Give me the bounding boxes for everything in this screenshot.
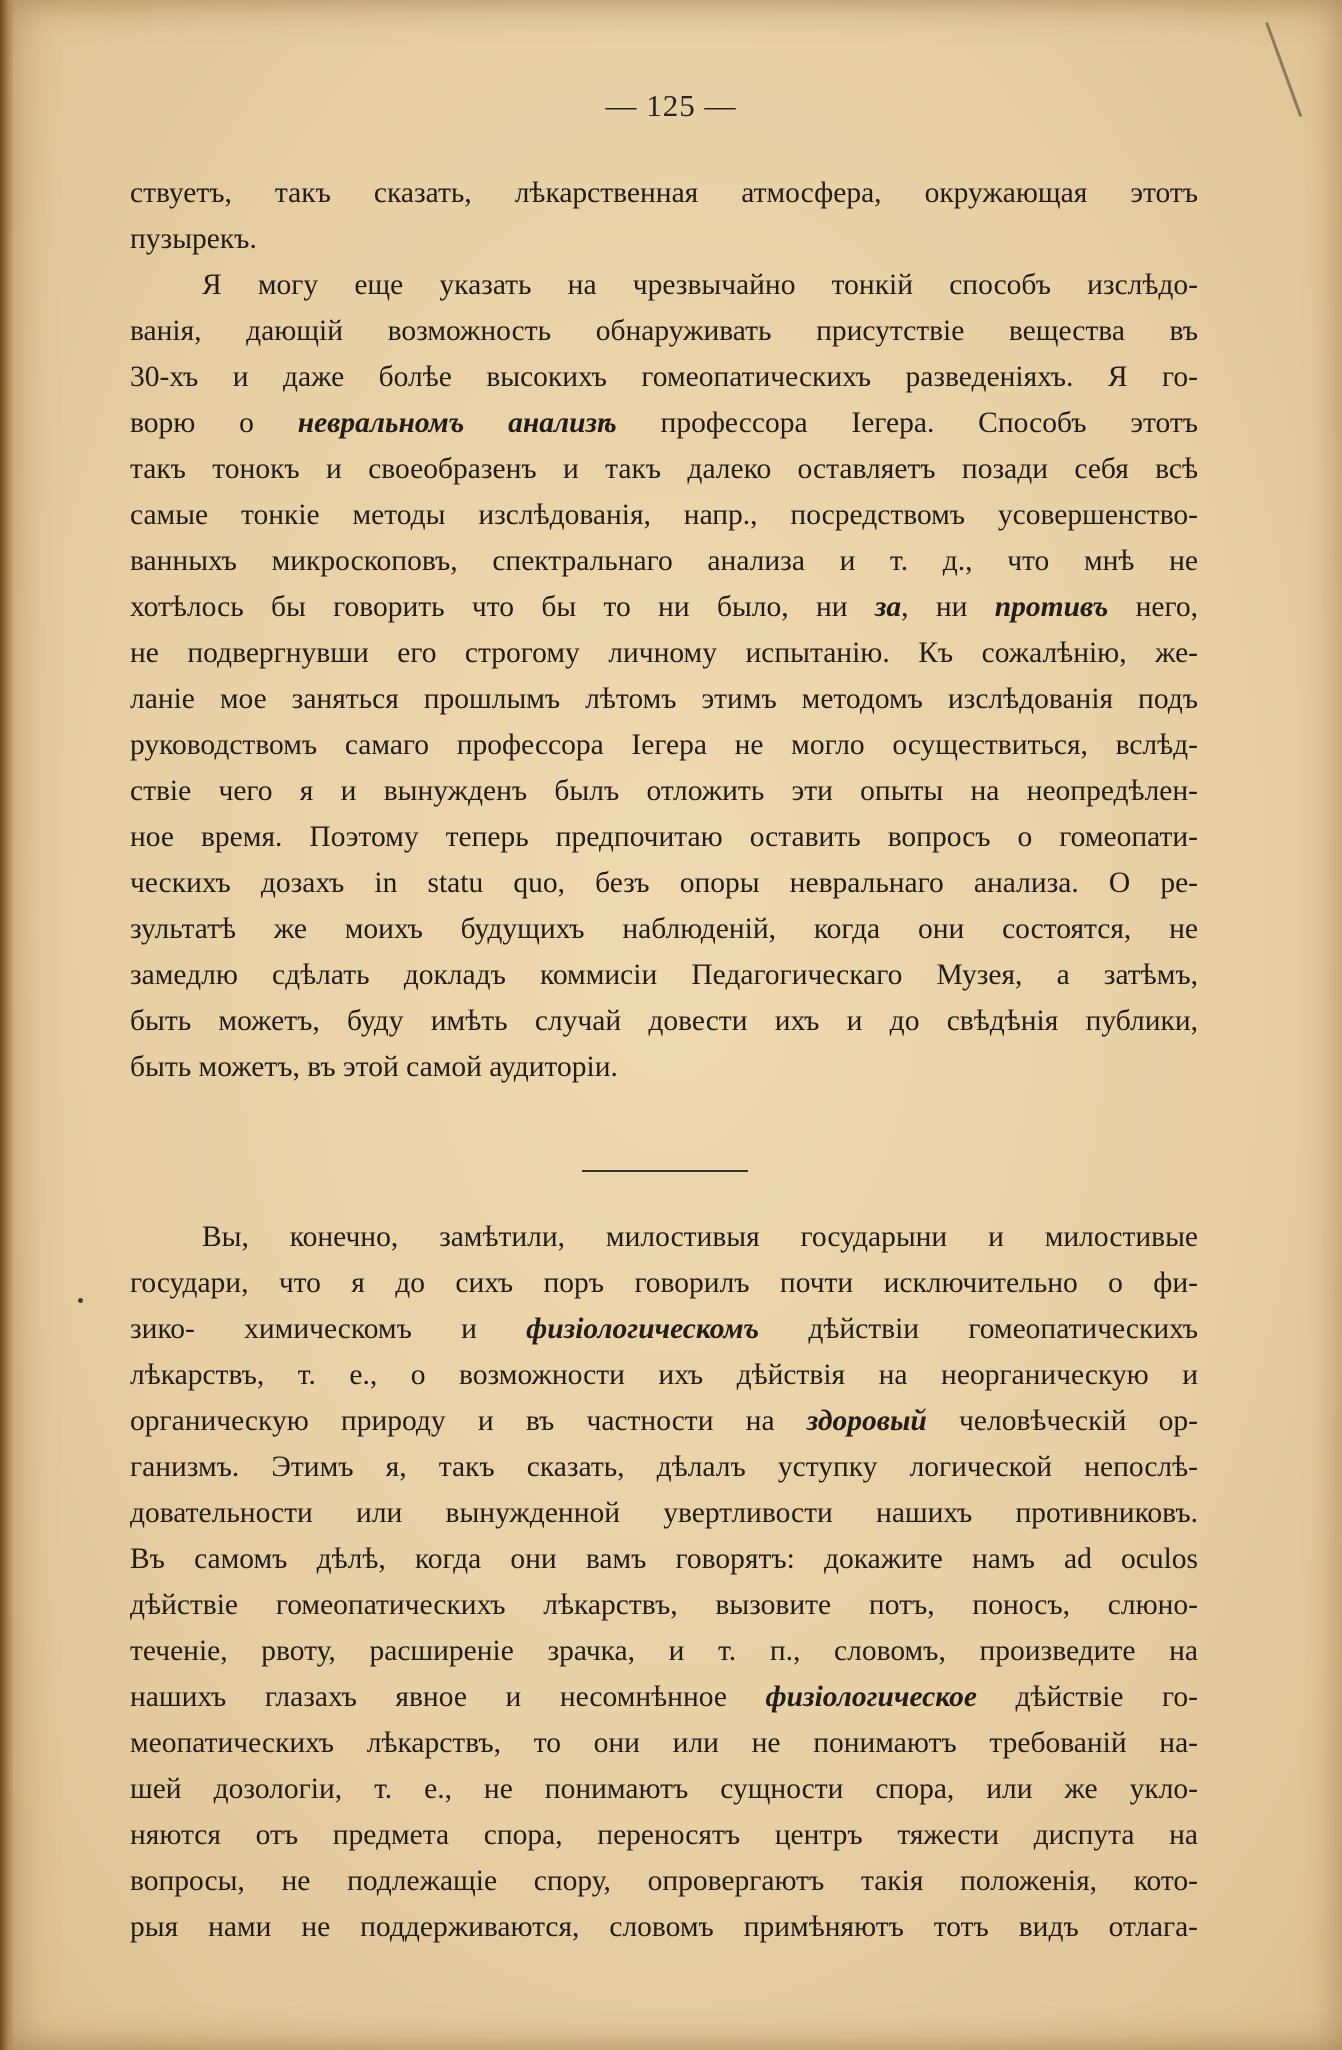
text-line <box>130 998 1198 1044</box>
text-run: человѣческій ор- <box>926 1405 1198 1437</box>
text-line <box>130 1904 1198 1950</box>
text-run: довательности или вынужденной увертливости нашихъ противниковъ. <box>130 1497 1198 1529</box>
paragraph-block-1 <box>130 170 1198 1090</box>
text-line <box>130 1044 1198 1090</box>
text-run: ланіе мое заняться прошлымъ лѣтомъ этимъ методомъ изслѣдованія подъ <box>130 683 1198 715</box>
text-run: зико- химическомъ и <box>130 1313 527 1345</box>
text-line <box>130 860 1198 906</box>
text-line <box>130 1628 1198 1674</box>
text-line <box>130 1720 1198 1766</box>
text-line <box>130 538 1198 584</box>
text-run: руководствомъ самаго профессора Іегера не могло осуществиться, вслѣд- <box>130 729 1198 761</box>
text-run: ганизмъ. Этимъ я, такъ сказать, дѣлалъ уступку логической непослѣ- <box>130 1451 1198 1483</box>
text-line <box>130 1352 1198 1398</box>
text-line <box>130 354 1198 400</box>
text-run: дѣйствіе го- <box>976 1681 1198 1713</box>
text-run: Вы, конечно, замѣтили, милостивыя государыни и милостивые <box>202 1221 1198 1253</box>
text-line <box>130 446 1198 492</box>
italic-text: за <box>874 591 902 623</box>
text-line <box>130 1582 1198 1628</box>
text-line <box>130 630 1198 676</box>
text-line <box>130 1490 1198 1536</box>
text-line <box>130 1766 1198 1812</box>
text-line <box>130 1260 1198 1306</box>
italic-text: противъ <box>994 591 1109 623</box>
italic-text: физіологическое <box>765 1681 977 1713</box>
text-run: пузырекъ. <box>130 223 257 255</box>
text-run: шей дозологіи, т. е., не понимаютъ сущности спора, или же укло- <box>130 1773 1198 1805</box>
text-line <box>130 1536 1198 1582</box>
text-line <box>130 952 1198 998</box>
text-run: ствіе чего я и вынужденъ былъ отложить эти опыты на неопредѣлен- <box>130 775 1198 807</box>
italic-text: здоровый <box>806 1405 927 1437</box>
text-line <box>130 676 1198 722</box>
text-line <box>130 1858 1198 1904</box>
text-run: государи, что я до сихъ поръ говорилъ почти исключительно о фи- <box>130 1267 1198 1299</box>
text-line <box>130 768 1198 814</box>
italic-text: физіологическомъ <box>526 1313 760 1345</box>
section-divider <box>582 1170 748 1172</box>
text-run: вопросы, не подлежащіе спору, опровергаютъ такія положенія, кото- <box>130 1865 1198 1897</box>
page-number: — 125 — <box>605 88 737 123</box>
text-run: ческихъ дозахъ in statu quo, безъ опоры невральнаго анализа. О ре- <box>130 867 1198 899</box>
text-line <box>130 1812 1198 1858</box>
text-line <box>130 722 1198 768</box>
text-run: рыя нами не поддерживаются, словомъ примѣняютъ тотъ видъ отлага- <box>130 1911 1198 1943</box>
text-line <box>130 1306 1198 1352</box>
italic-text: невральномъ анализѣ <box>297 407 617 439</box>
text-run: него, <box>1108 591 1199 623</box>
text-line <box>130 492 1198 538</box>
text-run: ванныхъ микроскоповъ, спектральнаго анализа и т. д., что мнѣ не <box>130 545 1198 577</box>
text-run: теченіе, рвоту, расширеніе зрачка, и т. п., словомъ, произведите на <box>130 1635 1198 1667</box>
text-run: 30-хъ и даже болѣе высокихъ гомеопатическихъ разведеніяхъ. Я го- <box>130 361 1198 393</box>
text-line <box>130 1214 1198 1260</box>
text-line <box>130 170 1198 216</box>
text-run: ворю о <box>130 407 298 439</box>
text-run: нашихъ глазахъ явное и несомнѣнное <box>130 1681 766 1713</box>
text-run: быть можетъ, въ этой самой аудиторіи. <box>130 1051 618 1083</box>
text-line <box>130 262 1198 308</box>
text-line <box>130 308 1198 354</box>
text-run: самые тонкіе методы изслѣдованія, напр., посредствомъ усовершенство- <box>130 499 1198 531</box>
text-line <box>130 216 1198 262</box>
ink-speck <box>78 1298 83 1303</box>
text-run: ванія, дающій возможность обнаруживать присутствіе вещества въ <box>130 315 1198 347</box>
text-run: няются отъ предмета спора, переносятъ центръ тяжести диспута на <box>130 1819 1198 1851</box>
text-run: органическую природу и въ частности на <box>130 1405 807 1437</box>
text-run: такъ тонокъ и своеобразенъ и такъ далеко оставляетъ позади себя всѣ <box>130 453 1198 485</box>
page-edge-shadow <box>0 0 14 2050</box>
text-run: меопатическихъ лѣкарствъ, то они или не понимаютъ требованій на- <box>130 1727 1198 1759</box>
text-run: дѣйствіе гомеопатическихъ лѣкарствъ, вызовите потъ, поносъ, слюно- <box>130 1589 1198 1621</box>
text-run: ное время. Поэтому теперь предпочитаю оставить вопросъ о гомеопати- <box>130 821 1198 853</box>
text-run: Я могу еще указать на чрезвычайно тонкій способъ изслѣдо- <box>202 269 1198 301</box>
text-line <box>130 400 1198 446</box>
text-run: не подвергнувши его строгому личному испытанію. Къ сожалѣнію, же- <box>130 637 1198 669</box>
text-run: , ни <box>901 591 995 623</box>
text-run: хотѣлось бы говорить что бы то ни было, ни <box>130 591 875 623</box>
text-line <box>130 814 1198 860</box>
text-run: профессора Іегера. Способъ этотъ <box>616 407 1198 439</box>
text-run: Въ самомъ дѣлѣ, когда они вамъ говорятъ: докажите намъ ad oculos <box>130 1543 1198 1575</box>
text-run: быть можетъ, буду имѣть случай довести ихъ и до свѣдѣнія публики, <box>130 1005 1198 1037</box>
paragraph-block-2 <box>130 1214 1198 1950</box>
text-line <box>130 1444 1198 1490</box>
text-run: ствуетъ, такъ сказать, лѣкарственная атмосфера, окружающая этотъ <box>130 177 1198 209</box>
text-line <box>130 584 1198 630</box>
text-line <box>130 1398 1198 1444</box>
text-run: замедлю сдѣлать докладъ коммисіи Педагогическаго Музея, а затѣмъ, <box>130 959 1198 991</box>
text-run: зультатѣ же моихъ будущихъ наблюденій, когда они состоятся, не <box>130 913 1198 945</box>
text-run: дѣйствіи гомеопатическихъ <box>759 1313 1198 1345</box>
text-line <box>130 1674 1198 1720</box>
text-line <box>130 906 1198 952</box>
text-run: лѣкарствъ, т. е., о возможности ихъ дѣйствія на неорганическую и <box>130 1359 1198 1391</box>
